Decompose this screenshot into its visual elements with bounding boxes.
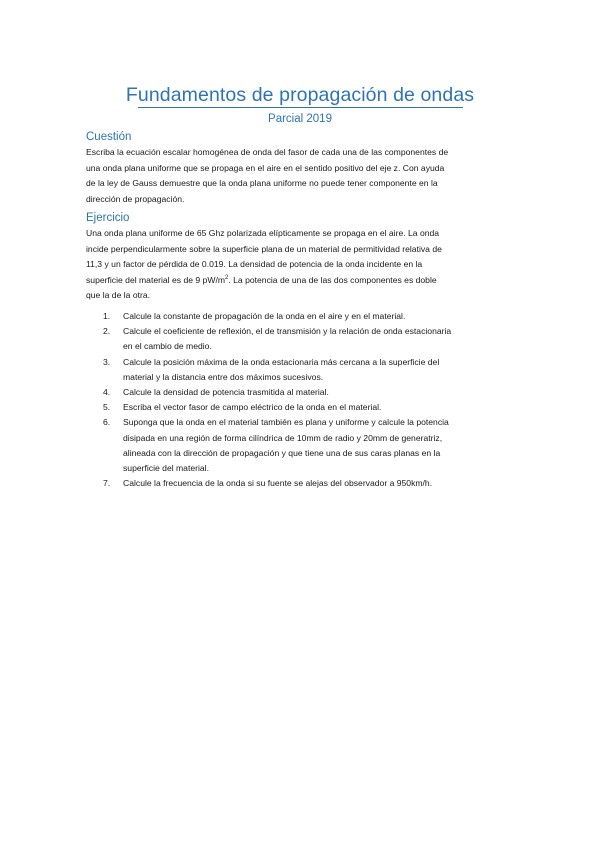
paragraph-line: 11,3 y un factor de pérdida de 0.019. La densidad de potencia de la onda incidente en la xyxy=(86,259,423,269)
item-number: 4. xyxy=(103,387,111,398)
item-line: alineada con la dirección de propagación y que tiene una de sus caras planas en la xyxy=(123,447,441,458)
item-line: Calcule la posición máxima de la onda estacionaria más cercana a la superficie del xyxy=(123,356,440,367)
list-item xyxy=(103,385,523,400)
paragraph-line: una onda plana uniforme que se propaga en el aire en el sentido positivo del eje z. Con ayuda xyxy=(86,162,445,173)
question-list xyxy=(103,309,523,491)
item-line: Calcule la frecuencia de la onda si su fuente se alejas del observador a 950km/h. xyxy=(123,478,433,489)
item-number: 6. xyxy=(103,417,111,428)
item-number: 3. xyxy=(103,356,111,367)
section-heading-cuestion: Cuestión xyxy=(86,131,132,143)
cuestion-paragraph xyxy=(86,145,516,207)
paragraph-line: incide perpendicularmente sobre la superficie plana de un material de permitividad relativa de xyxy=(86,243,442,254)
paragraph-line: de la ley de Gauss demuestre que la onda plana uniforme no puede tener componente en la xyxy=(86,178,438,188)
item-line: Calcule el coeficiente de reflexión, el de transmisión y la relación de onda estacionaria xyxy=(123,326,452,337)
item-line: superficie del material. xyxy=(123,463,209,474)
line-text: . La potencia de una de las dos componentes es doble xyxy=(228,274,437,285)
document-title: Fundamentos de propagación de ondas xyxy=(125,84,475,106)
list-item xyxy=(103,309,523,324)
paragraph-line xyxy=(86,273,516,289)
item-line: disipada en una región de forma cilíndrica de 10mm de radio y 20mm de generatriz, xyxy=(123,432,443,443)
line-text: superficie del material es de 9 pW/m xyxy=(86,274,225,285)
list-item xyxy=(103,324,523,354)
item-line: material y la distancia entre dos máximos sucesivos. xyxy=(123,371,324,382)
item-number: 1. xyxy=(103,311,111,321)
paragraph-line: dirección de propagación. xyxy=(86,193,185,204)
list-item xyxy=(103,355,523,385)
paragraph-line: Una onda plana uniforme de 65 Ghz polarizada elípticamente se propaga en el aire. La onda xyxy=(86,228,440,238)
item-number: 2. xyxy=(103,326,111,337)
item-number: 7. xyxy=(103,478,111,489)
document-subtitle: Parcial 2019 xyxy=(268,113,332,125)
item-line: Suponga que la onda en el material también es plana y uniforme y calcule la potencia xyxy=(123,417,449,428)
list-item xyxy=(103,400,523,415)
section-heading-ejercicio: Ejercicio xyxy=(86,212,130,224)
list-item xyxy=(103,476,523,491)
item-line: Calcule la constante de propagación de la onda en el aire y en el material. xyxy=(123,311,406,321)
item-line: Calcule la densidad de potencia trasmitida al material. xyxy=(123,387,329,398)
item-number: 5. xyxy=(103,402,111,413)
title-underline xyxy=(138,107,463,108)
ejercicio-paragraph xyxy=(86,226,516,304)
superscript: 2 xyxy=(225,274,229,281)
item-line: Escriba el vector fasor de campo eléctrico de la onda en el material. xyxy=(123,402,382,413)
paragraph-line: Escriba la ecuación escalar homogénea de onda del fasor de cada una de las componentes de xyxy=(86,147,449,157)
item-line: en el cambio de medio. xyxy=(123,341,212,352)
list-item xyxy=(103,415,523,476)
paragraph-line: que la de la otra. xyxy=(86,290,151,300)
